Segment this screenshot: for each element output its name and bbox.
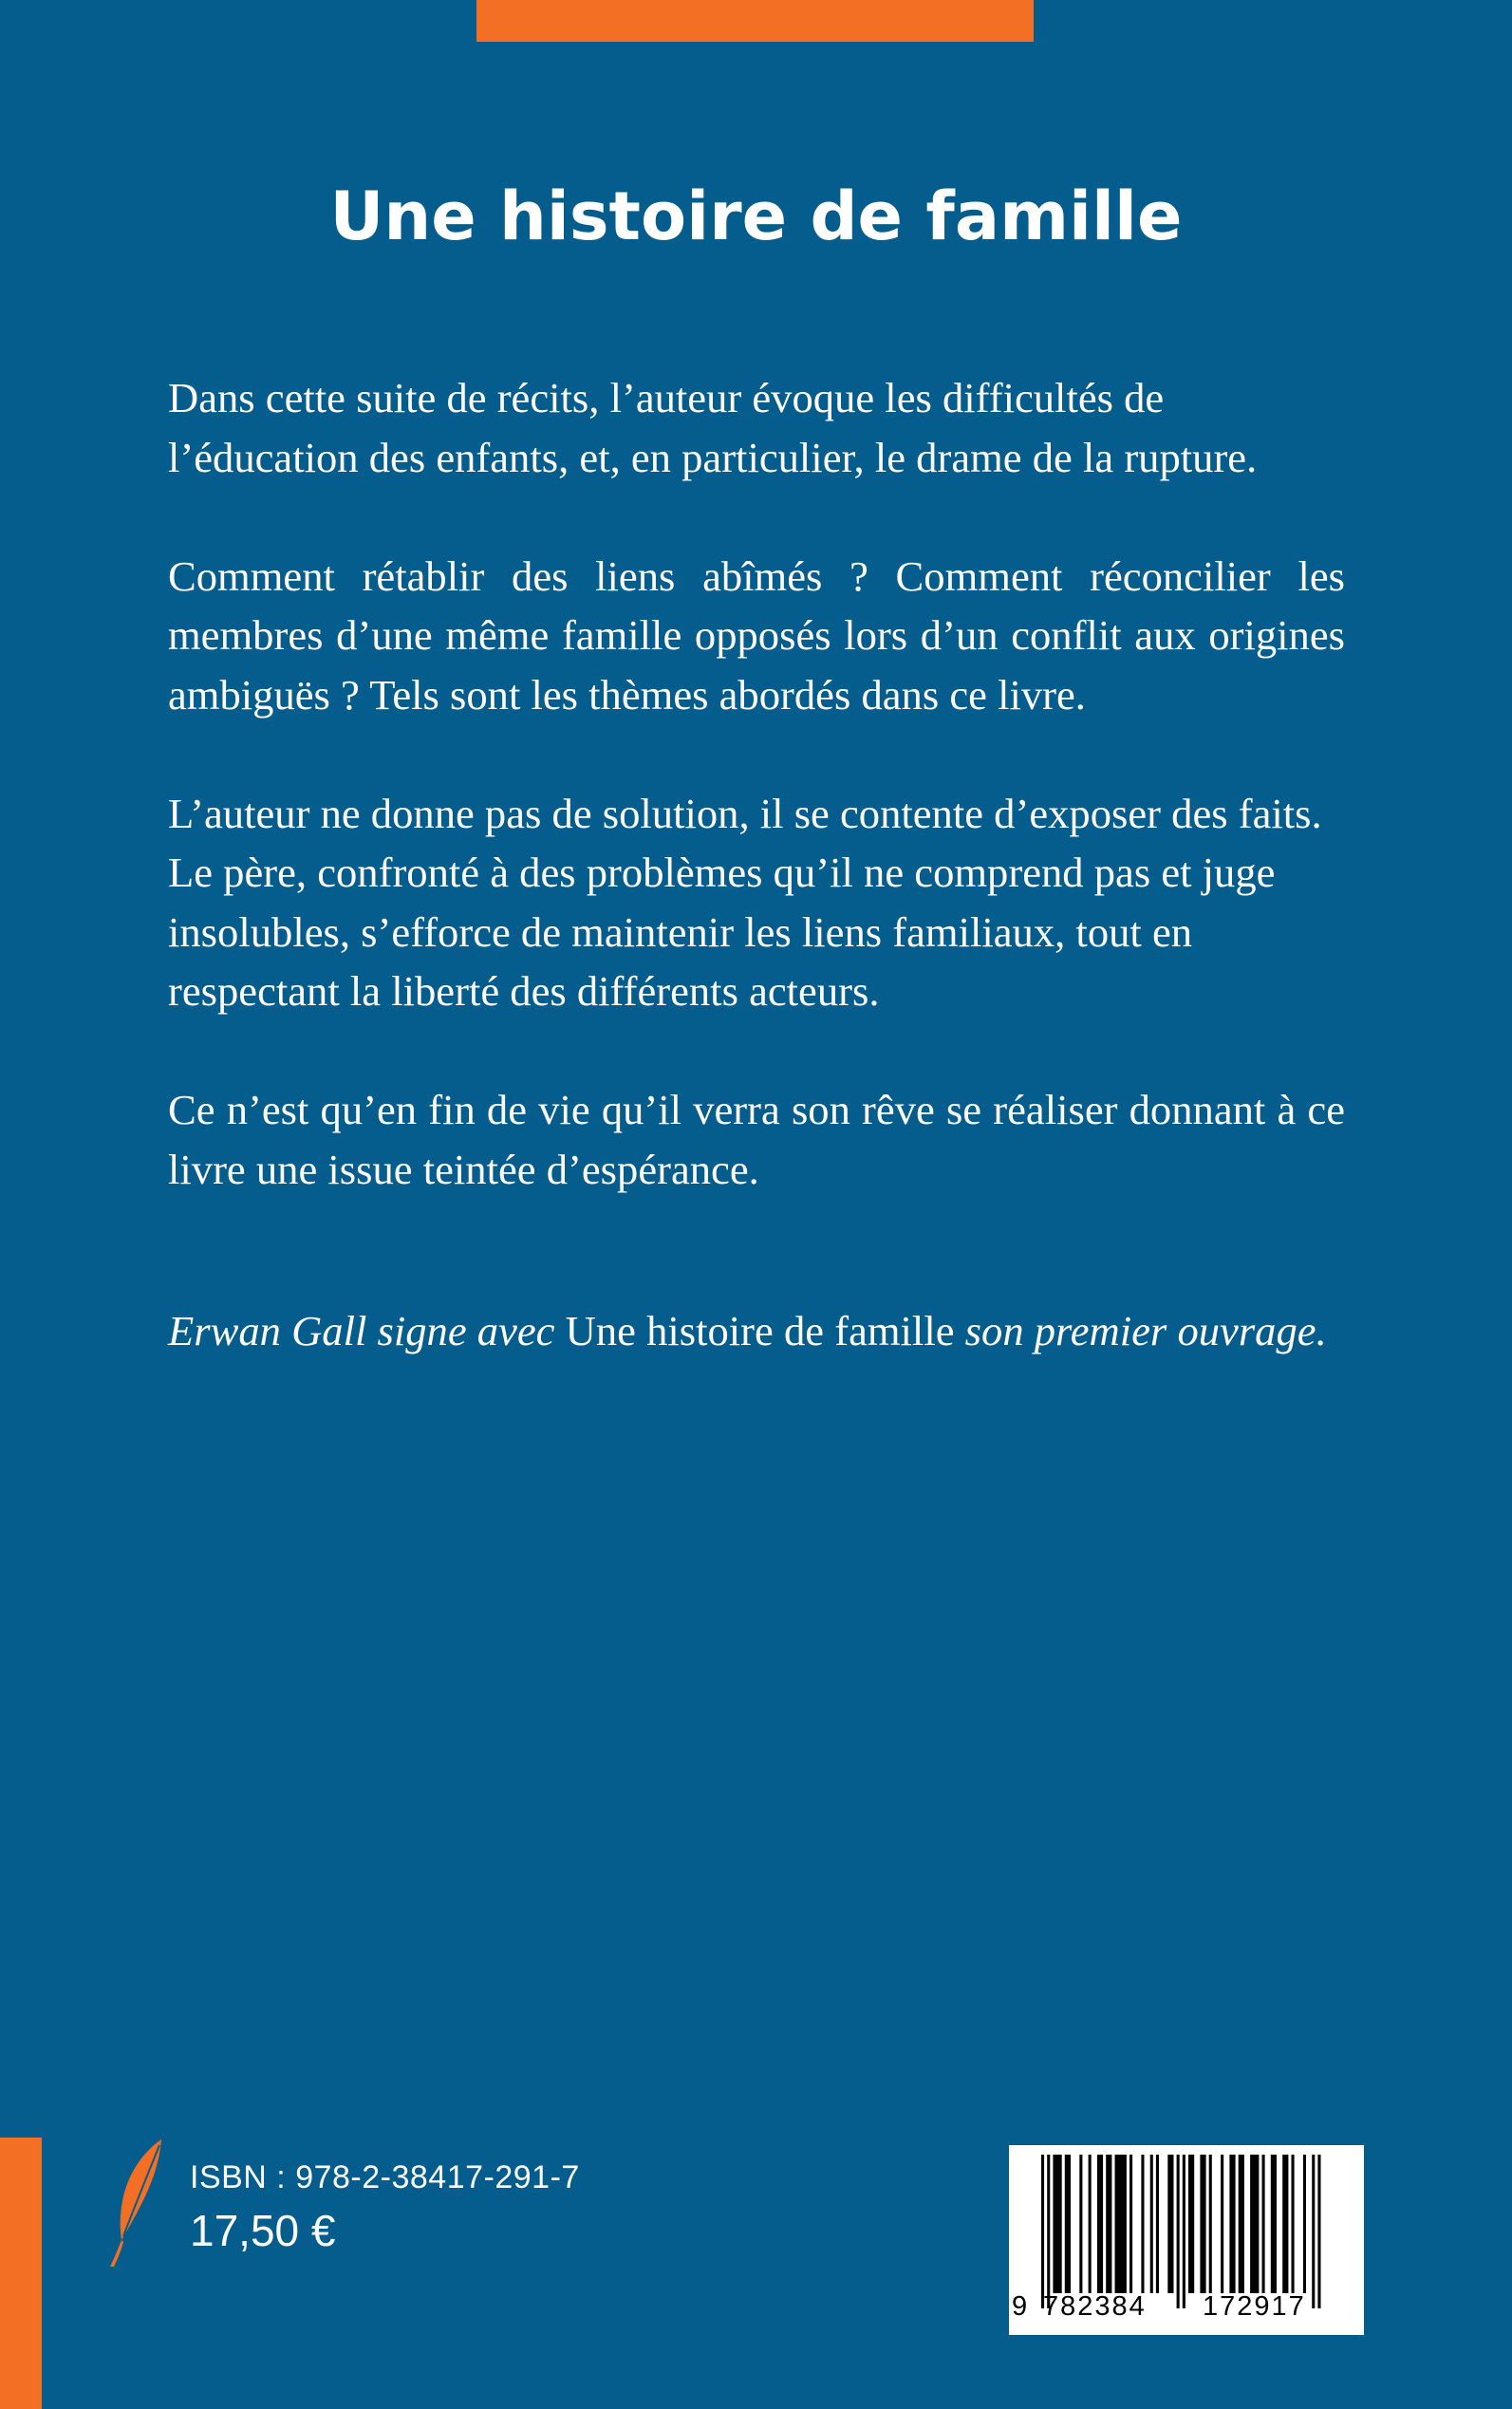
barcode-left-group: 782384	[1043, 2291, 1147, 2322]
barcode-bar	[1150, 2155, 1153, 2293]
barcode-bar	[1209, 2155, 1212, 2293]
barcode-bar	[1106, 2155, 1111, 2293]
barcode-bar	[1229, 2155, 1235, 2293]
barcode-guard-bar	[1047, 2155, 1050, 2308]
book-title: Une histoire de famille	[329, 177, 1183, 255]
top-accent-band	[476, 0, 1034, 42]
barcode-bar	[1271, 2155, 1277, 2293]
barcode-guard-bar	[1041, 2155, 1044, 2308]
blurb-paragraph-3: L’auteur ne donne pas de solution, il se contente d’exposer des faits. Le père, confronté à des problèmes qu’il ne comprend pas et juge insolubles, s’efforce de maintenir les liens familiaux, tout en respectant la liberté des différents acteurs.	[168, 789, 1322, 1015]
barcode-bar	[1262, 2155, 1265, 2293]
barcode-bar	[1200, 2155, 1205, 2293]
author-line	[168, 1301, 1345, 1361]
barcode-bar	[1141, 2155, 1144, 2293]
author-line-part-3: son premier ouvrage.	[954, 1307, 1327, 1354]
barcode-bar	[1250, 2155, 1259, 2293]
barcode-guard-bar	[1177, 2155, 1180, 2308]
barcode-bar	[1115, 2155, 1127, 2293]
barcode-bar	[1129, 2155, 1132, 2293]
barcode-bar	[1089, 2155, 1092, 2293]
barcode-bar	[1097, 2155, 1103, 2293]
barcode-right-group: 172917	[1203, 2291, 1306, 2322]
back-cover-blurb	[168, 368, 1345, 1420]
barcode-bar	[1303, 2155, 1306, 2293]
barcode-first-digit: 9	[1012, 2291, 1030, 2322]
barcode-bar	[1156, 2155, 1159, 2293]
barcode-guard-bar	[1183, 2155, 1185, 2308]
barcode-bar	[1239, 2155, 1244, 2293]
barcode-guard-bar	[1312, 2155, 1315, 2308]
price-text: 17,50 €	[190, 2206, 336, 2255]
author-line-book-title: Une histoire de famille	[565, 1307, 955, 1354]
isbn-text: ISBN : 978-2-38417-291-7	[190, 2159, 580, 2195]
barcode-bar	[1188, 2155, 1194, 2293]
barcode	[1009, 2145, 1364, 2335]
barcode-bar	[1065, 2155, 1071, 2293]
barcode-bar	[1282, 2155, 1288, 2293]
barcode-bar	[1079, 2155, 1082, 2293]
barcode-bar	[1221, 2155, 1223, 2293]
barcode-bar	[1053, 2155, 1061, 2293]
feather-icon	[106, 2136, 171, 2269]
barcode-bar	[1167, 2155, 1173, 2293]
barcode-guard-bar	[1317, 2155, 1320, 2308]
blurb-paragraph-1: Dans cette suite de récits, l’auteur évoque les difficultés de l’éducation des enfants, et, en particulier, le drame de la rupture.	[168, 374, 1258, 481]
blurb-paragraph-4: Ce n’est qu’en fin de vie qu’il verra son rêve se réaliser donnant à ce livre une issue teintée d’espérance.	[168, 1086, 1345, 1193]
barcode-bar	[1292, 2155, 1295, 2293]
author-line-part-1: Erwan Gall signe avec	[168, 1307, 566, 1354]
blurb-paragraph-2: Comment rétablir des liens abîmés ? Comment réconcilier les membres d’une même famille opposés lors d’un conflit aux origines ambiguës ? Tels sont les thèmes abordés dans ce livre.	[168, 551, 1345, 719]
left-accent-band	[0, 2138, 42, 2409]
barcode-digits	[1009, 2288, 1364, 2325]
